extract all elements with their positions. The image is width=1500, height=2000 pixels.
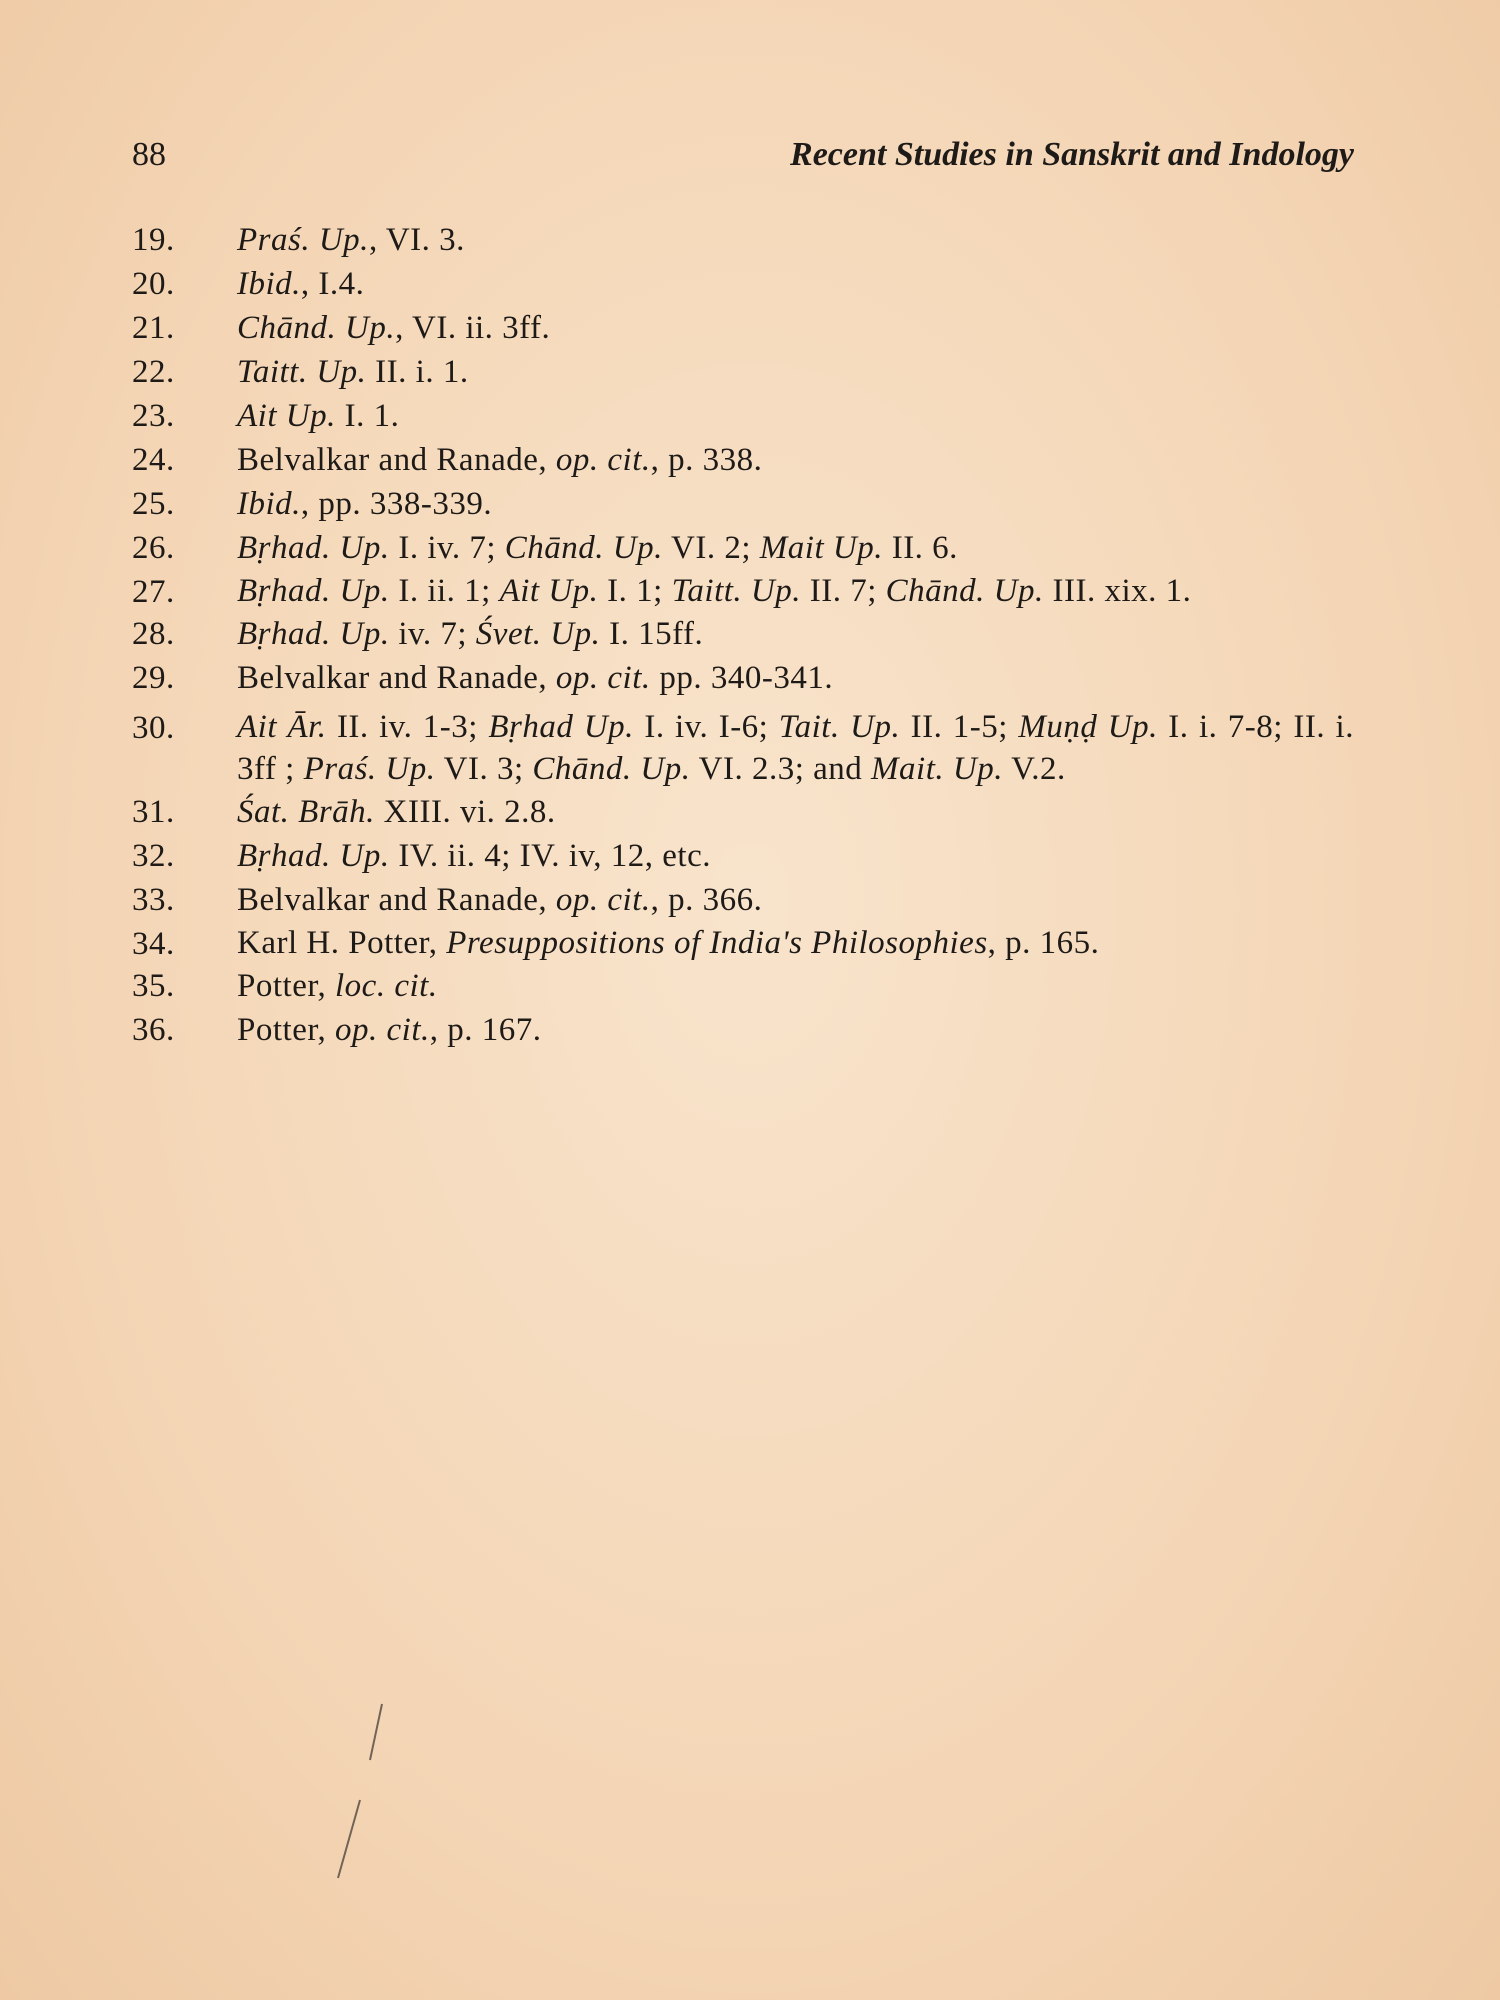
citation-text: Belvalkar and Ranade, (237, 660, 556, 696)
footnote-32 (132, 834, 1354, 878)
citation-italic: Bṛhad. Up. (237, 838, 390, 874)
footnote-26 (132, 526, 1354, 570)
footnote-number: 33. (132, 882, 175, 918)
citation-italic: loc. cit. (335, 968, 438, 1004)
citation-italic: Muṇḍ Up. (1018, 709, 1158, 745)
citation-italic: Bṛhad. Up. (237, 530, 390, 566)
citation-text: IV. ii. 4; IV. iv, 12, etc. (389, 838, 711, 874)
footnote-text (237, 218, 1354, 262)
citation-text: I. i. 7-8; II. i. 3ff ; (237, 709, 1354, 787)
citation-italic: Śat. Brāh. (237, 794, 375, 830)
page-header (132, 136, 1354, 180)
citation-text: II. 1-5; (900, 709, 1019, 745)
footnote-number: 21. (132, 310, 175, 346)
footnote-number: 31. (132, 794, 175, 830)
citation-italic: op. cit. (555, 442, 651, 478)
citation-italic: Chānd. Up. (504, 530, 663, 566)
footnote-number: 23. (132, 398, 175, 434)
notes-list (132, 218, 1354, 1052)
footnote-number: 26. (132, 530, 175, 566)
footnote-text (237, 922, 1354, 964)
citation-text: Karl H. Potter, (237, 925, 447, 961)
footnote-30 (132, 706, 1354, 790)
citation-text: , VI. ii. 3ff. (395, 310, 551, 346)
footnote-text (237, 306, 1354, 350)
footnote-number: 28. (132, 616, 175, 652)
footnote-number: 24. (132, 442, 175, 478)
footnote-34 (132, 922, 1354, 964)
citation-text: , p. 366. (650, 882, 763, 918)
footnote-29 (132, 656, 1354, 700)
citation-italic: Ibid. (237, 266, 301, 302)
citation-italic: Ait Up. (237, 398, 336, 434)
footnote-text (237, 262, 1354, 306)
footnote-number: 30. (132, 710, 175, 746)
footnote-number: 32. (132, 838, 175, 874)
citation-text: VI. 2.3; and (690, 751, 872, 787)
citation-text: , p. 165. (987, 925, 1100, 961)
footnote-text (237, 570, 1354, 612)
footnote-text (237, 964, 1354, 1008)
citation-text: , p. 338. (650, 442, 763, 478)
citation-italic: Taitt. Up. (671, 573, 802, 609)
citation-text: I. 15ff. (600, 616, 704, 652)
footnote-19 (132, 218, 1354, 262)
footnote-25 (132, 482, 1354, 526)
citation-italic: Tait. Up. (778, 709, 901, 745)
footnote-text (237, 394, 1354, 438)
footnote-text (237, 350, 1354, 394)
citation-text: II. iv. 1-3; (326, 709, 489, 745)
footnote-20 (132, 262, 1354, 306)
citation-text: V.2. (1002, 751, 1066, 787)
citation-italic: Mait. Up. (871, 751, 1003, 787)
citation-italic: Presuppositions of India's Philosophies (446, 925, 988, 961)
citation-italic: Bṛhad Up. (488, 709, 634, 745)
citation-italic: op. cit. (555, 882, 651, 918)
footnote-24 (132, 438, 1354, 482)
citation-italic: Praś. Up. (303, 751, 436, 787)
citation-italic: Bṛhad. Up. (237, 616, 390, 652)
footnote-text (237, 834, 1354, 878)
footnote-22 (132, 350, 1354, 394)
footnote-text (237, 878, 1354, 922)
footnote-27 (132, 570, 1354, 612)
footnote-31 (132, 790, 1354, 834)
footnote-number: 29. (132, 660, 175, 696)
footnote-28 (132, 612, 1354, 656)
citation-italic: Ait Ār. (237, 709, 327, 745)
footnote-text (237, 526, 1354, 570)
citation-text: I. iv. I-6; (633, 709, 779, 745)
citation-text: pp. 340-341. (650, 660, 834, 696)
citation-text: Belvalkar and Ranade, (237, 882, 556, 918)
citation-italic: Ait Up. (499, 573, 599, 609)
footnote-number: 22. (132, 354, 175, 390)
footnote-number: 36. (132, 1012, 175, 1048)
citation-italic: Praś. Up. (237, 222, 369, 258)
citation-text: I. 1. (335, 398, 400, 434)
citation-italic: op. cit. (555, 660, 651, 696)
footnote-33 (132, 878, 1354, 922)
citation-text: VI. 2; (662, 530, 760, 566)
citation-text: Potter, (237, 1012, 336, 1048)
footnote-number: 35. (132, 968, 175, 1004)
citation-text: Belvalkar and Ranade, (237, 442, 556, 478)
footnote-21 (132, 306, 1354, 350)
running-title: Recent Studies in Sanskrit and Indology (790, 136, 1354, 173)
citation-italic: Ibid. (237, 486, 301, 522)
citation-italic: Chānd. Up. (885, 573, 1044, 609)
footnote-text (237, 438, 1354, 482)
footnote-23 (132, 394, 1354, 438)
citation-italic: Mait Up. (759, 530, 883, 566)
footnote-text (237, 656, 1354, 700)
footnote-text (237, 1008, 1354, 1052)
citation-text: II. 6. (882, 530, 958, 566)
citation-text: Potter, (237, 968, 336, 1004)
citation-text: VI. 3; (435, 751, 533, 787)
page-number: 88 (132, 136, 166, 173)
citation-text: III. xix. 1. (1043, 573, 1192, 609)
citation-italic: Bṛhad. Up. (237, 573, 390, 609)
footnote-text (237, 706, 1354, 790)
footnote-number: 27. (132, 574, 175, 610)
citation-text: , VI. 3. (368, 222, 465, 258)
citation-text: , pp. 338-339. (300, 486, 493, 522)
citation-text: I. 1; (598, 573, 672, 609)
footnote-number: 25. (132, 486, 175, 522)
citation-italic: Chānd. Up. (532, 751, 691, 787)
citation-italic: op. cit. (335, 1012, 430, 1048)
citation-text: XIII. vi. 2.8. (374, 794, 556, 830)
pen-mark (330, 1700, 390, 1880)
citation-text: , I.4. (300, 266, 365, 302)
citation-italic: Śvet. Up. (475, 616, 601, 652)
footnote-text (237, 612, 1354, 656)
footnote-text (237, 482, 1354, 526)
citation-text: iv. 7; (389, 616, 476, 652)
citation-text: II. 7; (801, 573, 886, 609)
citation-text: II. i. 1. (366, 354, 469, 390)
footnote-number: 34. (132, 926, 175, 962)
footnote-text (237, 790, 1354, 834)
footnote-35 (132, 964, 1354, 1008)
citation-text: I. iv. 7; (389, 530, 505, 566)
citation-text: I. ii. 1; (389, 573, 500, 609)
footnote-number: 19. (132, 222, 175, 258)
citation-italic: Taitt. Up. (237, 354, 367, 390)
footnote-number: 20. (132, 266, 175, 302)
citation-text: , p. 167. (429, 1012, 542, 1048)
footnote-36 (132, 1008, 1354, 1052)
citation-italic: Chānd. Up. (237, 310, 396, 346)
